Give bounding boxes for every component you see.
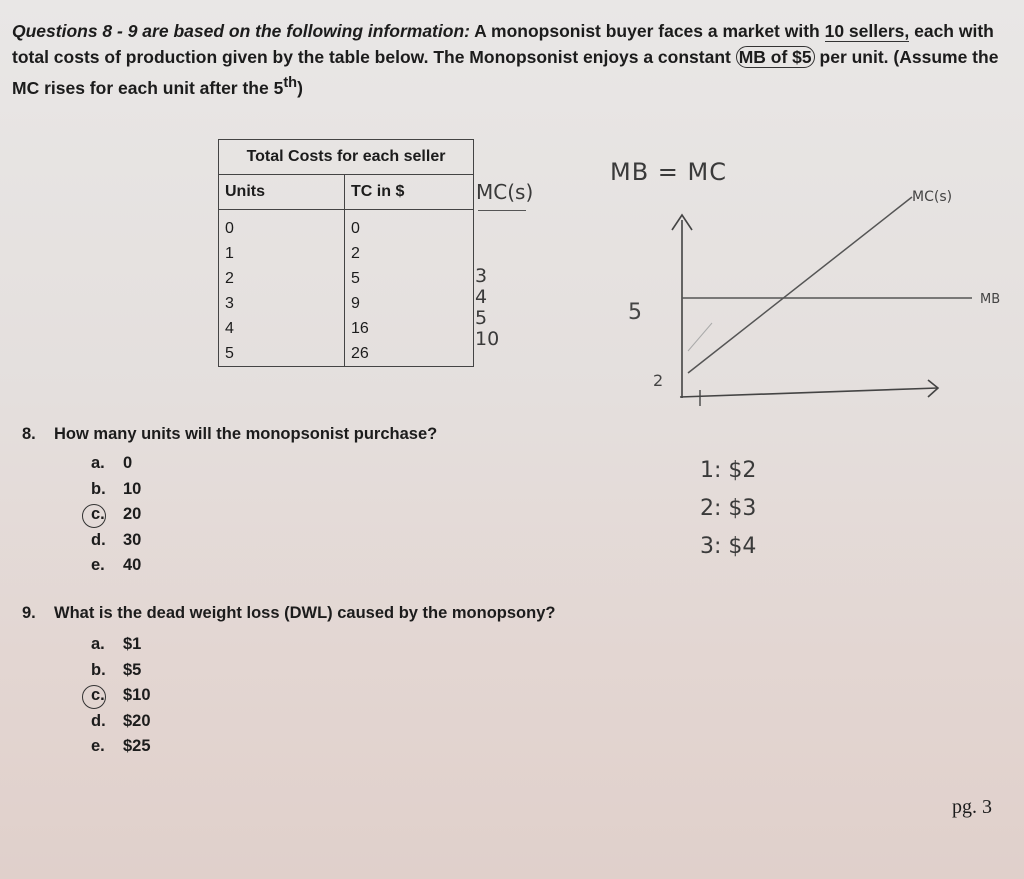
tc-values: 0 2 5 9 16 26 [345, 210, 474, 367]
handwritten-graph [600, 185, 1024, 415]
graph-mb-label: MB [980, 292, 1001, 307]
graph-x-axis [680, 388, 938, 397]
q9-option-d: d. $20 [91, 711, 151, 730]
graph-two-label: 2 [653, 371, 664, 390]
q9-option-c-circled: c. $10 [91, 683, 151, 709]
intro-part4: ) [297, 77, 303, 98]
handwritten-mc-label: MC(s) [476, 180, 534, 204]
note-line: 2: $3 [700, 496, 757, 521]
q8-option-d: d. 30 [91, 530, 142, 549]
question-8-options [91, 451, 141, 579]
col-header-units: Units [219, 175, 345, 210]
col-header-tc: TC in $ [345, 175, 474, 210]
q8-option-e: e. 40 [91, 556, 142, 574]
question-9-text: What is the dead weight loss (DWL) caused by the monopsony? [54, 604, 556, 622]
question-8-number: 8. [22, 425, 36, 443]
graph-mc-label: MC(s) [912, 189, 953, 205]
graph-mc-line [688, 197, 912, 373]
graph-five-label: 5 [628, 300, 642, 325]
question-9-number: 9. [22, 604, 36, 622]
handwritten-underline [478, 210, 526, 211]
handwritten-mc-values: 3 4 5 10 [475, 265, 500, 350]
q9-option-b: b. $5 [91, 660, 142, 679]
intro-paragraph [12, 18, 1012, 101]
question-9 [22, 604, 555, 623]
table-title: Total Costs for each seller [219, 140, 474, 175]
handwritten-mb-eq-mc: MB = MC [610, 158, 728, 186]
intro-part3: per unit. (Assume the MC rises for each unit after the 5 [12, 47, 999, 98]
intro-lead: Questions 8 - 9 are based on the following information: [12, 21, 470, 41]
intro-mb: MB of $5 [736, 46, 815, 68]
intro-sellers: 10 sellers, [824, 21, 910, 41]
question-8-text: How many units will the monopsonist purchase? [54, 425, 438, 443]
graph-faint-line [688, 323, 712, 351]
question-8 [22, 425, 437, 444]
q8-option-c-circled: c. 20 [91, 502, 141, 528]
q9-option-e: e. $25 [91, 737, 151, 755]
q8-option-a: a. 0 [91, 454, 133, 472]
intro-part1: A monopsonist buyer faces a market with [469, 21, 825, 41]
total-costs-table [218, 139, 474, 367]
q8-option-b: b. 10 [91, 479, 142, 498]
intro-sup: th [283, 75, 298, 91]
units-values: 0 1 2 3 4 5 [219, 210, 345, 367]
intro-part2: each with total costs of production given by the table below. The Monopsonist enjoys a constant [12, 21, 994, 67]
page-number: pg. 3 [952, 796, 992, 818]
answer-circle [82, 504, 106, 528]
answer-circle [82, 685, 106, 709]
note-line: 3: $4 [700, 534, 757, 559]
note-line: 1: $2 [700, 458, 757, 483]
q9-option-a: a. $1 [91, 635, 142, 653]
question-9-options [91, 632, 151, 760]
handwritten-notes [700, 452, 756, 566]
